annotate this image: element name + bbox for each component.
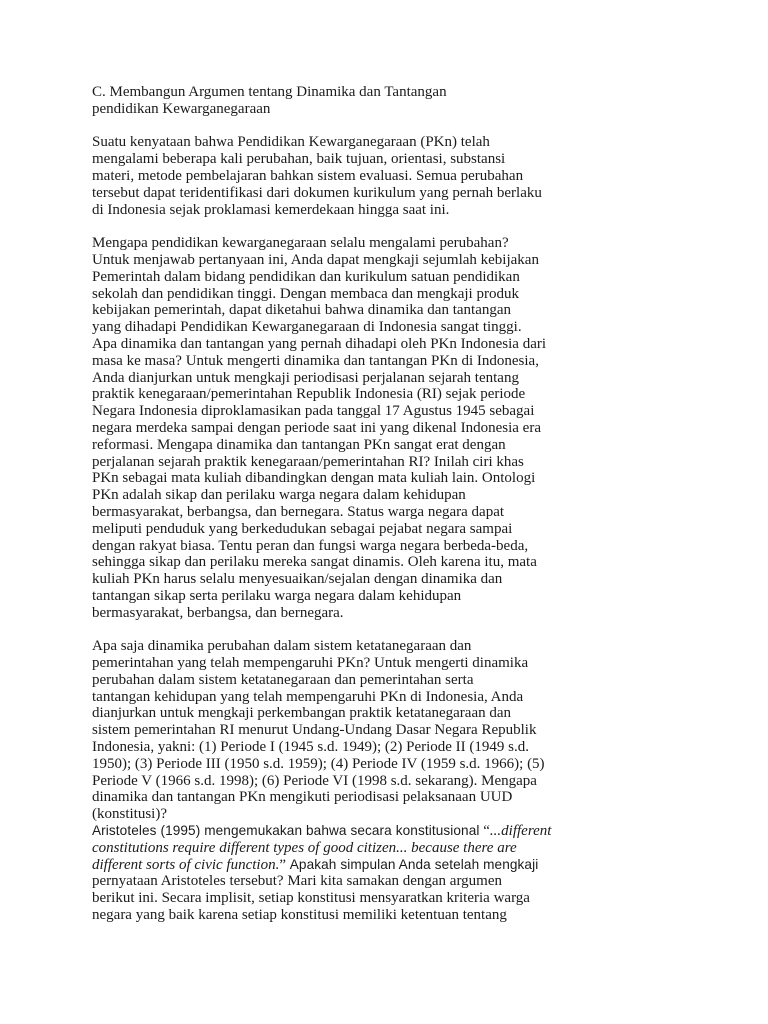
paragraph-line: reformasi. Mengapa dinamika dan tantangan PKn sangat erat dengan: [92, 436, 506, 453]
paragraph-line: Pemerintah dalam bidang pendidikan dan kurikulum satuan pendidikan: [92, 268, 520, 285]
paragraph-line: meliputi penduduk yang berkedudukan sebagai pejabat negara sampai: [92, 520, 513, 537]
paragraph-line: sekolah dan pendidikan tinggi. Dengan membaca dan mengkaji produk: [92, 285, 519, 302]
section-heading-line: pendidikan Kewarganegaraan: [92, 100, 271, 117]
paragraph-line: 1950); (3) Periode III (1950 s.d. 1959); (4) Periode IV (1959 s.d. 1966); (5): [92, 755, 545, 772]
paragraph-line: perubahan dalam sistem ketatanegaraan dan pemerintahan serta: [92, 671, 474, 688]
paragraph-line: bermasyarakat, berbangsa, dan bernegara.: [92, 604, 344, 621]
section-heading: [92, 84, 732, 118]
paragraph-line: Untuk menjawab pertanyaan ini, Anda dapat mengkaji sejumlah kebijakan: [92, 251, 539, 268]
paragraph-line: dianjurkan untuk mengkaji perkembangan praktik ketatanegaraan dan: [92, 705, 512, 722]
paragraph-line: PKn sebagai mata kuliah dibandingkan dengan mata kuliah lain. Ontologi: [92, 470, 536, 487]
paragraph-spacer: [92, 622, 732, 639]
quoted-text: ...different: [489, 823, 552, 840]
paragraph-line: Apa saja dinamika perubahan dalam sistem ketatanegaraan dan: [92, 638, 472, 655]
paragraph-line: masa ke masa? Untuk mengerti dinamika dan tantangan PKn di Indonesia,: [92, 352, 539, 369]
paragraph-line: praktik kenegaraan/pemerintahan Republik Indonesia (RI) sejak periode: [92, 386, 526, 403]
section-heading-line: C. Membangun Argumen tentang Dinamika dan Tantangan: [92, 84, 447, 100]
paragraph-line: tersebut dapat teridentifikasi dari dokumen kurikulum yang pernah berlaku: [92, 184, 542, 201]
document-body: [92, 84, 732, 924]
paragraph-line: sistem pemerintahan RI menurut Undang-Undang Dasar Negara Republik: [92, 722, 537, 739]
quote-paragraph-line: pernyataan Aristoteles tersebut? Mari kita samakan dengan argumen: [92, 873, 502, 890]
paragraph-line: bermasyarakat, berbangsa, dan bernegara. Status warga negara dapat: [92, 503, 505, 520]
paragraph-line: pemerintahan yang telah mempengaruhi PKn? Untuk mengerti dinamika: [92, 655, 529, 672]
paragraph-line: Suatu kenyataan bahwa Pendidikan Kewarganegaraan (PKn) telah: [92, 134, 490, 151]
paragraph-1: [92, 134, 732, 218]
paragraph-line: dinamika dan tantangan PKn mengikuti periodisasi pelaksanaan UUD: [92, 789, 513, 806]
quoted-text: constitutions require different types of good citizen... because there are: [92, 839, 517, 856]
paragraph-line: kuliah PKn harus selalu menyesuaikan/sejalan dengan dinamika dan: [92, 571, 503, 588]
quote-paragraph-line: berikut ini. Secara implisit, setiap konstitusi mensyaratkan kriteria warga: [92, 890, 530, 907]
paragraph-line: di Indonesia sejak proklamasi kemerdekaan hingga saat ini.: [92, 201, 450, 218]
paragraph-line: mengalami beberapa kali perubahan, baik tujuan, orientasi, substansi: [92, 151, 506, 168]
open-quote-mark: “: [483, 823, 490, 840]
paragraph-line: Periode V (1966 s.d. 1998); (6) Periode VI (1998 s.d. sekarang). Mengapa: [92, 772, 537, 789]
paragraph-line: tantangan kehidupan yang telah mempengaruhi PKn di Indonesia, Anda: [92, 688, 524, 705]
paragraph-line: (konstitusi)?: [92, 806, 167, 823]
quote-paragraph-line: [92, 823, 732, 840]
paragraph-line: PKn adalah sikap dan perilaku warga negara dalam kehidupan: [92, 487, 466, 504]
paragraph-line: kebijakan pemerintah, dapat diketahui bahwa dinamika dan tantangan: [92, 302, 512, 319]
paragraph-line: negara merdeka sampai dengan periode saat ini yang dikenal Indonesia era: [92, 419, 541, 436]
paragraph-line: Indonesia, yakni: (1) Periode I (1945 s.d. 1949); (2) Periode II (1949 s.d.: [92, 739, 529, 756]
paragraph-line: yang dihadapi Pendidikan Kewarganegaraan di Indonesia sangat tinggi.: [92, 319, 522, 336]
quote-paragraph-line: negara yang baik karena setiap konstitusi memiliki ketentuan tentang: [92, 907, 507, 924]
paragraph-line: Mengapa pendidikan kewarganegaraan selalu mengalami perubahan?: [92, 235, 509, 252]
paragraph-line: dengan rakyat biasa. Tentu peran dan fungsi warga negara berbeda-beda,: [92, 537, 529, 554]
paragraph-line: perjalanan sejarah praktik kenegaraan/pemerintahan RI? Inilah ciri khas: [92, 453, 524, 470]
paragraph-spacer: [92, 118, 732, 135]
quote-paragraph-line: [92, 857, 732, 874]
quote-intro-text: Aristoteles (1995) mengemukakan bahwa secara konstitusional: [92, 823, 480, 839]
aristoteles-quote-paragraph: [92, 823, 732, 924]
quote-question-text: Apakah simpulan Anda setelah mengkaji: [289, 856, 539, 872]
paragraph-3: [92, 638, 732, 823]
paragraph-line: sehingga sikap dan perilaku mereka sangat dinamis. Oleh karena itu, mata: [92, 554, 537, 571]
paragraph-line: tantangan sikap serta perilaku warga negara dalam kehidupan: [92, 587, 462, 604]
paragraph-line: Negara Indonesia diproklamasikan pada tanggal 17 Agustus 1945 sebagai: [92, 403, 535, 420]
paragraph-line: Apa dinamika dan tantangan yang pernah dihadapi oleh PKn Indonesia dari: [92, 335, 547, 352]
paragraph-line: materi, metode pembelajaran bahkan sistem evaluasi. Semua perubahan: [92, 167, 524, 184]
paragraph-line: Anda dianjurkan untuk mengkaji periodisasi perjalanan sejarah tentang: [92, 369, 519, 386]
close-quote-mark: ”: [279, 856, 287, 873]
quoted-text: different sorts of civic function.: [92, 856, 280, 873]
paragraph-spacer: [92, 218, 732, 235]
paragraph-2: [92, 235, 732, 621]
quote-paragraph-line: [92, 840, 732, 857]
